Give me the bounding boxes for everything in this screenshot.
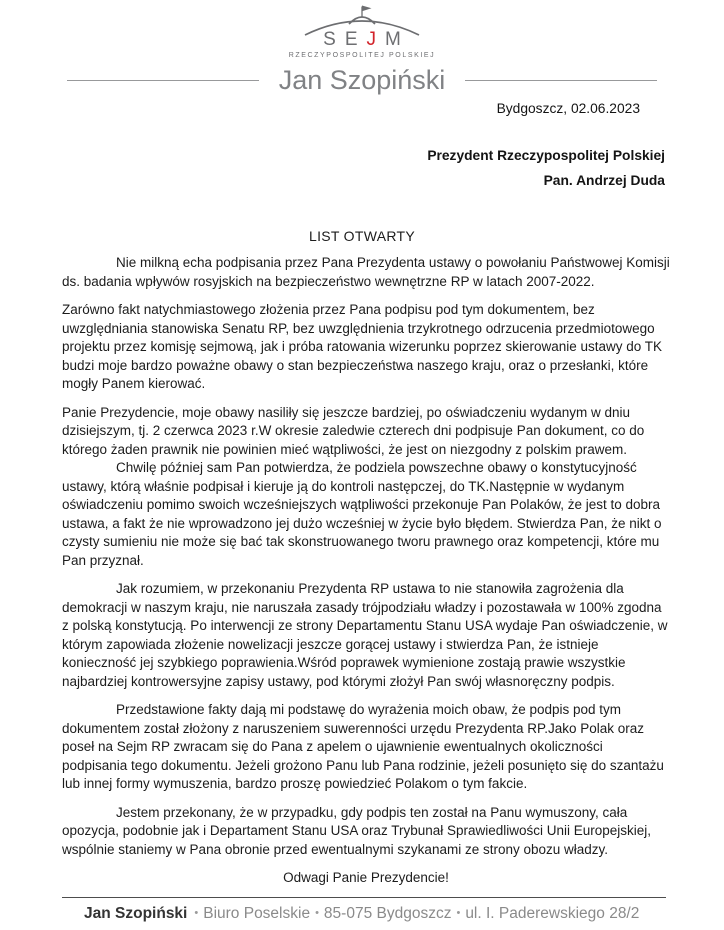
recipient-block	[0, 148, 665, 188]
footer	[62, 897, 666, 925]
sejm-letter-m: M	[385, 29, 410, 50]
paragraph-5: Jak rozumiem, w przekonaniu Prezydenta RP ustawa to nie stanowiła zagrożenia dla demokracji w naszym kraju, nie naruszała zasady trójpodziału władzy i pozostawała w 100% zgodna z polską konstytucją. Po interwencji ze strony Departamentu Stanu USA wydaje Pan oświadczenie, w którym zapowiada złożenie nowelizacji jeszcze gorącej ustawy i stwierdza Pan, że istnieje konieczność jej szybkiego poprawienia.Wśród poprawek wymienione zostają prawie wszystkie najbardziej kontrowersyjne zapisy ustawy, pod którymi złożył Pan swój własnoręczny podpis.	[62, 581, 668, 689]
footer-name: Jan Szopiński	[84, 905, 188, 922]
banner-rule-left	[67, 80, 259, 81]
sejm-logo-subtitle: RZECZYPOSPOLITEJ POLSKIEJ	[288, 52, 436, 59]
footer-separator: •	[194, 907, 199, 919]
paragraph-2: Zarówno fakt natychmiastowego złożenia przez Pana podpisu pod tym dokumentem, bez uwzględniania stanowiska Senatu RP, bez uwzględnienia trzykrotnego odrzucenia przedmiotowego projektu przez komisję sejmową, jak i próba ratowania wizerunku poprzez skierowanie ustawy do TK budzi moje bardzo poważne obawy o stan bezpieczeństwa naszego kraju, oraz o przesłanki, które mogły Panem kierować.	[62, 302, 663, 391]
banner-rule-right	[465, 80, 657, 81]
footer-city: 85-075 Bydgoszcz	[323, 905, 452, 922]
deputy-name-banner	[0, 65, 724, 95]
letterhead	[0, 4, 724, 95]
deputy-name: Jan Szopiński	[278, 65, 446, 95]
footer-office: Biuro Poselskie	[203, 905, 311, 922]
footer-street: ul. I. Paderewskiego 28/2	[465, 905, 640, 922]
recipient-title: Prezydent Rzeczypospolitej Polskiej	[427, 148, 665, 163]
sejm-letters-se: SE	[323, 29, 367, 50]
footer-separator: •	[315, 907, 319, 919]
dateline: Bydgoszcz, 02.06.2023	[496, 101, 640, 116]
letter-title: LIST OTWARTY	[308, 228, 416, 244]
sejm-letter-j-red: J	[366, 29, 386, 50]
letter-body	[62, 254, 670, 888]
paragraph-6: Przedstawione fakty dają mi podstawę do wyrażenia moich obaw, że podpis pod tym dokumentem został złożony z naruszeniem suwerenności urzędu Prezydenta RP.Jako Polak oraz poseł na Sejm RP zwracam się do Pana z apelem o ujawnienie ewentualnych okoliczności podpisania tego dokumentu. Jeżeli grożono Panu lub Pana rodzinie, jeżeli posunięto się do szantażu lub innej formy wymuszenia, bardzo proszę powiedzieć Polakom o tym fakcie.	[62, 702, 664, 791]
paragraph-1: Nie milkną echa podpisania przez Pana Prezydenta ustawy o powołaniu Państwowej Komisji ds. badania wpływów rosyjskich na bezpieczeństwo wewnętrzne RP w latach 2007-2022.	[62, 255, 670, 289]
paragraph-3: Panie Prezydencie, moje obawy nasiliły się jeszcze bardziej, po oświadczeniu wydanym w dniu dzisiejszym, tj. 2 czerwca 2023 r.W okresie zaledwie czterech dni podpisuje Pan dokument, co do którego żaden prawnik nie powinien mieć wątpliwości, że jest on niezgodny z polskim prawem.	[62, 404, 645, 457]
closing-line: Odwagi Panie Prezydencie!	[283, 870, 449, 885]
footer-separator: •	[456, 907, 461, 919]
paragraph-4: Chwilę później sam Pan potwierdza, że podziela powszechne obawy o konstytucyjność ustawy, którą właśnie podpisał i kieruje ją do kontroli następczej, do TK.Następnie w wydanym oświadczeniu pomimo swoich wcześniejszych wątpliwości przekonuje Pan Polaków, że jest to dobra ustawa, a fakt że nie wprowadzono jej dużo wcześniej w życie było błędem. Stwierdza Pan, że nikt o czysty sumieniu nie może się bać tak skonstruowanego tworu prawnego oraz kompetencji, które mu Pan przyznał.	[62, 460, 662, 568]
paragraph-7: Jestem przekonany, że w przypadku, gdy podpis ten został na Panu wymuszony, cała opozycja, podobnie jak i Departament Stanu USA oraz Trybunał Sprawiedliwości Unii Europejskiej, wspólnie staniemy w Pana obronie przed ewentualnymi szykanami ze strony obozu władzy.	[62, 804, 652, 857]
sejm-logo	[289, 4, 436, 60]
recipient-name: Pan. Andrzej Duda	[543, 173, 665, 188]
